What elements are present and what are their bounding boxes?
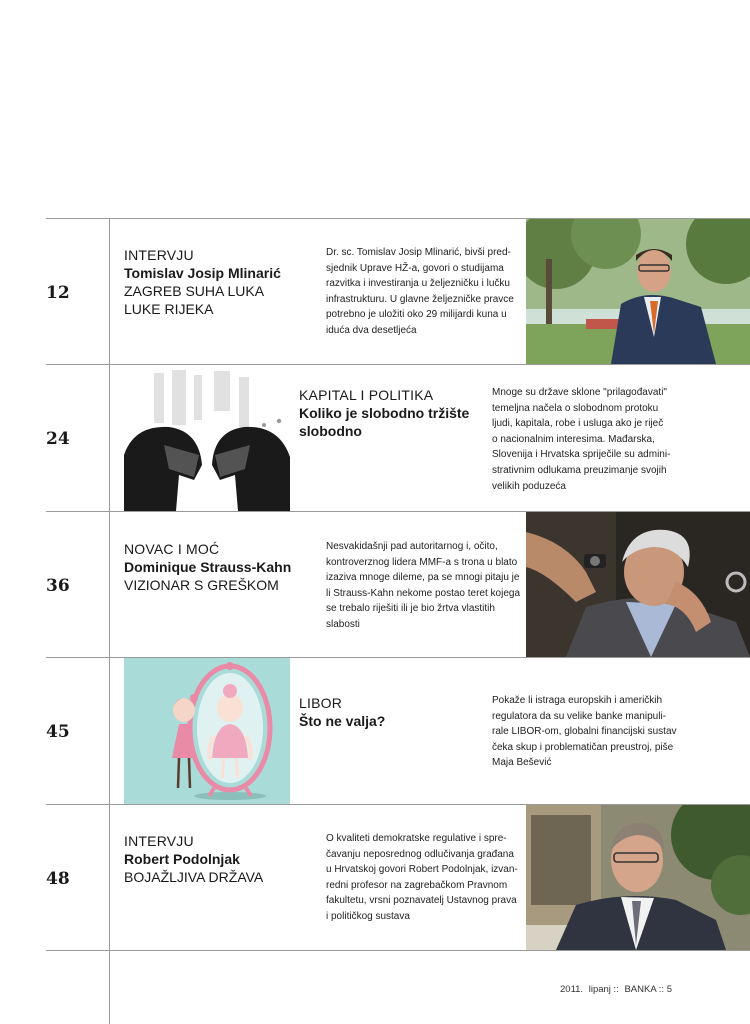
description-line: O kvaliteti demokratske regulative i spre- (326, 833, 507, 844)
description-line: slabosti (326, 618, 360, 630)
description-line: infrastrukturu. U glavne željezničke pravce (326, 293, 514, 305)
description-line: ljudi, kapitala, robe i usluga ako je riječ (492, 418, 664, 430)
description-line: Dr. sc. Tomislav Josip Mlinarić, bivši pred- (326, 247, 511, 258)
description-line: velikih poduzeća (492, 480, 566, 492)
description-line: se trebalo riješiti ili je bio žrtva vlastitih (326, 603, 495, 615)
entry-subtitle: ZAGREB SUHA LUKA (124, 283, 265, 299)
description-line: u Hrvatskoj govori Robert Podolnjak, izvan- (326, 864, 518, 876)
entry-illustration (124, 658, 290, 804)
footer-magazine: BANKA :: 5 (624, 984, 672, 995)
entry-category: LIBOR (299, 695, 343, 711)
entry-category: NOVAC I MOĆ (124, 541, 220, 557)
entry-description (326, 539, 521, 633)
entry-subtitle: BOJAŽLJIVA DRŽAVA (124, 869, 264, 885)
description-line: izaziva mnoge dileme, pa se mnogi pitaju je (326, 572, 520, 584)
page-number: 12 (46, 283, 70, 303)
description-line: temeljna načela o slobodnom protoku (492, 402, 659, 414)
description-line: Nesvakidašnji pad autoritarnog i, očito, (326, 541, 498, 552)
entry-title-block (299, 386, 484, 440)
description-line: Slovenija i Hrvatska spriječile su admini- (492, 449, 671, 461)
entry-title-block (124, 540, 314, 594)
entry-headline: Tomislav Josip Mlinarić (124, 265, 281, 281)
description-line: razvitka i investiranja u željezničku i lučku (326, 278, 510, 290)
page-number: 36 (46, 576, 70, 596)
entry-category: INTERVJU (124, 833, 194, 849)
description-line: i političkog sustava (326, 910, 410, 922)
entry-description (326, 831, 521, 925)
footer-month: lipanj :: (588, 984, 619, 995)
description-line: strativnim odlukama preuzimanje svojih (492, 464, 667, 476)
entry-headline: Dominique Strauss-Kahn (124, 559, 292, 575)
entry-title-block (299, 694, 484, 730)
entry-illustration (124, 365, 290, 511)
entry-photo (526, 512, 750, 657)
footer-year: 2011. (560, 984, 584, 995)
description-line: fakultetu, vrsni poznavatelj Ustavnog prava (326, 895, 517, 907)
description-line: potrebno je uložiti oko 29 milijardi kuna u (326, 309, 507, 321)
entry-category: KAPITAL I POLITIKA (299, 387, 434, 403)
description-line: li Strauss-Kahn nekome postao teret kojega (326, 587, 520, 599)
page-footer (560, 984, 675, 995)
page-number: 24 (46, 429, 70, 449)
entry-headline: Što ne valja? (299, 713, 386, 729)
entry-headline: slobodno (299, 423, 362, 439)
row-divider (46, 950, 750, 951)
entry-subtitle: VIZIONAR S GREŠKOM (124, 577, 279, 593)
entry-photo (526, 805, 750, 950)
entry-description (326, 245, 521, 339)
description-line: sjednik Uprave HŽ-a, govori o studijama (326, 262, 504, 274)
entry-headline: Koliko je slobodno tržište (299, 405, 470, 421)
page-number: 45 (46, 722, 70, 742)
description-line: regulatora da su velike banke manipuli- (492, 710, 666, 722)
entry-photo (526, 219, 750, 364)
description-line: idućа dva desetljeća (326, 324, 417, 336)
entry-subtitle: LUKE RIJEKA (124, 301, 214, 317)
description-line: kontroverznog lidera MMF-a s trona u blato (326, 556, 518, 568)
description-line: redni profesor na zagrebačkom Pravnom (326, 879, 508, 891)
description-line: čeka skup i problematičan preustroj, piše (492, 741, 674, 753)
entry-title-block (124, 832, 314, 886)
entry-description (492, 693, 692, 771)
description-line: rale LIBOR-om, globalni financijski sustav (492, 726, 677, 738)
description-line: Maja Bešević (492, 757, 552, 769)
description-line: Mnoge su države sklone "prilagođavati" (492, 387, 667, 398)
entry-headline: Robert Podolnjak (124, 851, 240, 867)
vertical-rule (109, 218, 110, 1024)
description-line: o nacionalnim interesima. Mađarska, (492, 433, 655, 445)
entry-category: INTERVJU (124, 247, 194, 263)
description-line: Pokaže li istraga europskih i američkih (492, 695, 663, 706)
entry-title-block (124, 246, 304, 318)
description-line: čavanju neposrednog odlučivanja građana (326, 848, 514, 860)
entry-description (492, 385, 692, 494)
page-number: 48 (46, 869, 70, 889)
